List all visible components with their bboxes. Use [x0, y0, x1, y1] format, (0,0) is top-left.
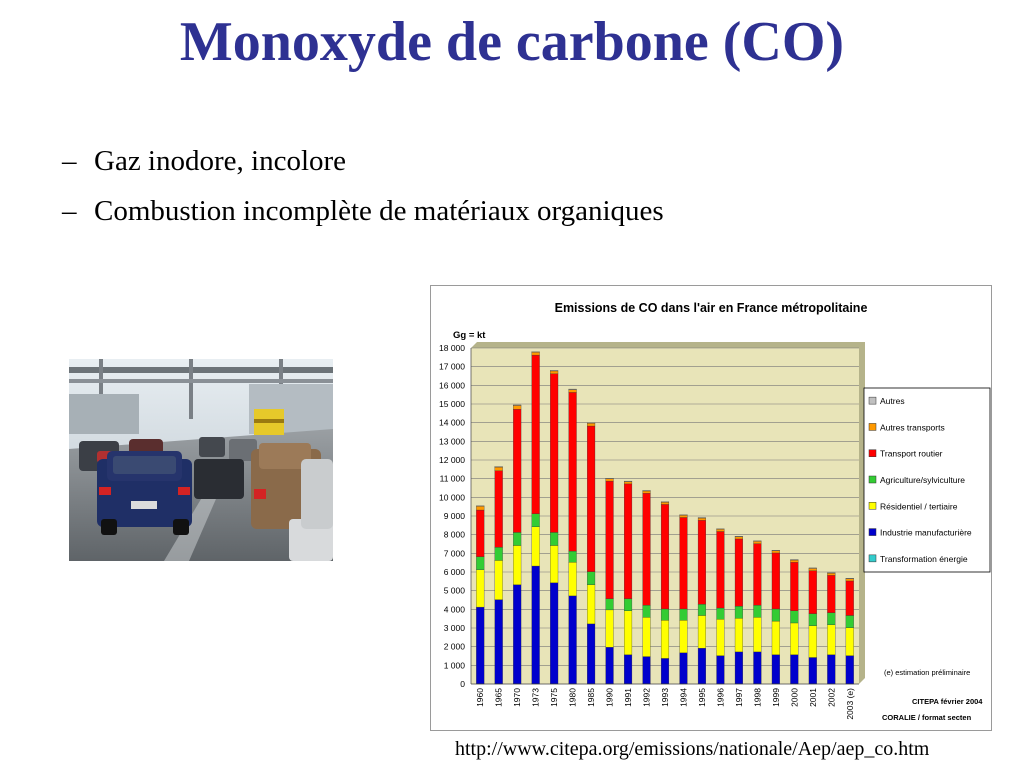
y-tick-label: 6 000 [443, 567, 465, 577]
y-tick-label: 12 000 [439, 455, 465, 465]
bar-segment [661, 620, 669, 658]
traffic-photo-image [69, 359, 333, 561]
bar-segment [513, 409, 521, 532]
bar-segment [735, 539, 743, 606]
x-tick-label: 1994 [678, 688, 689, 707]
bar-segment [790, 562, 798, 611]
bar-segment [809, 568, 817, 569]
bar-segment [624, 481, 632, 482]
bar-segment [569, 562, 577, 596]
y-tick-label: 10 000 [439, 492, 465, 503]
bar-segment [606, 599, 614, 610]
bar-segment [569, 390, 577, 393]
bar-segment [550, 374, 558, 533]
bar-segment [680, 653, 688, 684]
bar-segment [717, 608, 725, 619]
bar-segment [624, 655, 632, 684]
bar-segment [587, 423, 595, 426]
bar-segment [698, 648, 706, 683]
bar-segment [606, 647, 614, 683]
bar-segment [846, 628, 854, 656]
bar-segment [772, 621, 780, 655]
x-tick-label: 1985 [586, 688, 597, 707]
bar-segment [680, 620, 688, 653]
bar-segment [754, 541, 762, 543]
bar-segment [661, 504, 669, 609]
bar-segment [643, 493, 651, 605]
x-tick-label: 2001 [807, 688, 818, 707]
bar-segment [754, 652, 762, 684]
source-link[interactable]: http://www.citepa.org/emissions/nationale/Aep/aep_co.htm [455, 738, 930, 760]
bar-segment [606, 478, 614, 479]
y-tick-label: 1 000 [443, 660, 465, 671]
bar-segment [550, 583, 558, 684]
bar-segment [476, 557, 484, 570]
traffic-photo [69, 359, 333, 561]
bar-segment [624, 482, 632, 484]
bar-segment [495, 560, 503, 599]
bar-segment [550, 545, 558, 582]
legend-label: Agriculture/sylviculture [880, 475, 966, 485]
bar-segment [827, 625, 835, 655]
y-tick-label: 18 000 [439, 343, 465, 353]
x-tick-label: 1975 [549, 688, 560, 707]
x-tick-label: 1995 [696, 688, 707, 707]
bar-segment [827, 575, 835, 612]
bar-segment [513, 545, 521, 584]
bar-segment [790, 611, 798, 623]
bar-segment [809, 626, 817, 658]
bar-segment [587, 585, 595, 624]
annotation-source: CITEPA février 2004 [912, 697, 983, 706]
bar-segment [735, 537, 743, 539]
bar-segment [846, 581, 854, 616]
bar-segment [827, 613, 835, 625]
bar-segment [772, 609, 780, 621]
bar-segment [735, 606, 743, 618]
annotation-format: CORALIE / format secten [882, 713, 972, 722]
bar-segment [587, 423, 595, 424]
x-tick-label: 1992 [641, 688, 652, 707]
x-tick-label: 1965 [493, 688, 504, 707]
bar-segment [680, 515, 688, 517]
bar-segment [661, 502, 669, 503]
bar-segment [532, 527, 540, 566]
bar-segment [476, 607, 484, 684]
y-tick-label: 3 000 [443, 623, 465, 633]
bar-segment [809, 614, 817, 626]
bar-segment [680, 515, 688, 516]
bar-segment [698, 615, 706, 648]
bar-segment [606, 610, 614, 647]
bar-segment [735, 652, 743, 684]
y-tick-label: 14 000 [439, 417, 465, 428]
bar-segment [827, 573, 835, 574]
x-tick-label: 1990 [604, 688, 615, 707]
x-tick-label: 1980 [567, 688, 578, 707]
bar-segment [569, 392, 577, 551]
bar-segment [495, 467, 503, 468]
bar-segment [495, 600, 503, 684]
x-tick-label: 1993 [660, 688, 670, 707]
y-tick-label: 9 000 [443, 511, 465, 521]
bar-segment [846, 656, 854, 684]
bar-segment [624, 611, 632, 655]
bar-segment [790, 655, 798, 684]
bar-segment [569, 596, 577, 684]
bar-segment [754, 617, 762, 652]
bar-segment [643, 605, 651, 617]
legend-swatch [869, 397, 876, 404]
bar-segment [735, 618, 743, 652]
x-tick-label: 2000 [789, 688, 800, 707]
legend-swatch [869, 476, 876, 483]
legend-swatch [869, 529, 876, 536]
bar-segment [532, 566, 540, 684]
bar-segment [661, 502, 669, 504]
bar-segment [569, 551, 577, 562]
bar-segment [624, 599, 632, 611]
bar-segment [569, 389, 577, 390]
bar-segment [846, 615, 854, 627]
legend-label: Transformation énergie [880, 553, 968, 564]
bullet-text: Combustion incomplète de matériaux organiques [94, 194, 664, 227]
bar-segment [661, 609, 669, 620]
bar-segment [495, 467, 503, 471]
bar-segment [532, 352, 540, 355]
bar-segment [476, 510, 484, 557]
y-tick-label: 8 000 [443, 529, 465, 540]
x-tick-label: 1998 [752, 688, 763, 707]
bar-segment [698, 517, 706, 518]
bar-segment [643, 491, 651, 493]
bar-segment [532, 352, 540, 353]
bar-segment [476, 570, 484, 607]
bar-segment [790, 559, 798, 560]
chart-legend [864, 388, 990, 572]
bar-segment [550, 370, 558, 371]
chart-title: Emissions de CO dans l'air en France métropolitaine [554, 301, 868, 315]
bar-segment [587, 624, 595, 684]
bar-segment [661, 658, 669, 683]
x-tick-label: 1960 [475, 688, 486, 707]
x-tick-label: 1996 [715, 688, 726, 707]
bar-segment [476, 506, 484, 507]
bar-segment [772, 553, 780, 609]
legend-label: Industrie manufacturière [880, 527, 972, 538]
bar-segment [698, 604, 706, 615]
bar-segment [513, 585, 521, 684]
bar-segment [550, 371, 558, 374]
bar-segment [513, 405, 521, 406]
bar-segment [532, 355, 540, 514]
bullet-item [62, 186, 664, 236]
co-emissions-chart [430, 285, 992, 731]
bar-segment [643, 617, 651, 656]
unit-label: Gg = kt [453, 330, 486, 341]
legend-label: Autres transports [880, 422, 945, 433]
annotation-estimation: (e) estimation préliminaire [884, 668, 971, 677]
bar-segment [587, 572, 595, 585]
bar-segment [717, 656, 725, 684]
bar-segment [846, 579, 854, 581]
bar-segment [643, 490, 651, 491]
x-tick-label: 1973 [530, 688, 541, 707]
y-tick-label: 0 [460, 679, 465, 689]
bar-segment [717, 529, 725, 531]
bar-segment [717, 619, 725, 655]
bullet-dash: – [62, 144, 77, 177]
bar-segment [790, 560, 798, 562]
bar-segment [606, 481, 614, 599]
y-tick-label: 13 000 [439, 436, 465, 447]
legend-label: Résidentiel / tertiaire [880, 501, 958, 512]
bullet-item [62, 136, 664, 186]
bar-segment [754, 605, 762, 617]
bar-segment [827, 573, 835, 575]
legend-swatch [869, 450, 876, 457]
y-tick-label: 5 000 [443, 585, 465, 596]
bar-segment [587, 426, 595, 572]
x-tick-label: 1999 [770, 688, 781, 707]
slide-title: Monoxyde de carbone (CO) [179, 11, 845, 73]
bar-segment [698, 520, 706, 604]
bullet-list [62, 136, 664, 236]
bar-segment [624, 484, 632, 599]
bar-segment [772, 655, 780, 684]
x-tick-label: 2002 [826, 688, 837, 707]
y-tick-label: 7 000 [443, 548, 465, 559]
bar-segment [606, 479, 614, 481]
bar-segment [532, 514, 540, 527]
bar-segment [754, 541, 762, 542]
legend-label: Transport routier [880, 448, 943, 459]
bar-segment [476, 506, 484, 510]
bullet-text: Gaz inodore, incolore [94, 144, 347, 177]
bar-segment [717, 529, 725, 530]
bar-segment [495, 471, 503, 548]
bar-segment [643, 657, 651, 684]
bar-segment [827, 655, 835, 684]
bar-segment [809, 571, 817, 614]
x-tick-label: 1997 [733, 688, 744, 707]
y-tick-label: 15 000 [439, 399, 465, 409]
bar-segment [772, 550, 780, 551]
legend-swatch [869, 423, 876, 430]
bar-segment [513, 405, 521, 409]
bar-segment [809, 657, 817, 683]
chart-canvas [431, 286, 991, 730]
y-tick-label: 16 000 [439, 380, 465, 391]
bar-segment [680, 517, 688, 608]
bar-segment [698, 518, 706, 520]
bar-segment [495, 547, 503, 560]
bar-segment [735, 536, 743, 537]
legend-swatch [869, 555, 876, 562]
bar-segment [680, 609, 688, 620]
bullet-dash: – [62, 194, 77, 227]
x-tick-label: 2003 (e) [844, 688, 855, 720]
plot-area [439, 342, 865, 720]
bar-segment [717, 531, 725, 608]
x-tick-label: 1970 [512, 688, 523, 707]
y-tick-label: 4 000 [443, 604, 465, 615]
bar-segment [754, 544, 762, 606]
bar-segment [809, 568, 817, 570]
x-tick-label: 1991 [623, 688, 634, 707]
legend-label: Autres [880, 396, 905, 407]
y-tick-label: 2 000 [443, 641, 465, 652]
bar-segment [772, 551, 780, 553]
y-tick-label: 11 000 [439, 473, 465, 484]
bar-segment [846, 578, 854, 579]
bar-segment [550, 532, 558, 545]
y-tick-label: 17 000 [439, 361, 465, 372]
legend-swatch [869, 502, 876, 509]
bar-segment [790, 623, 798, 655]
bar-segment [513, 532, 521, 545]
